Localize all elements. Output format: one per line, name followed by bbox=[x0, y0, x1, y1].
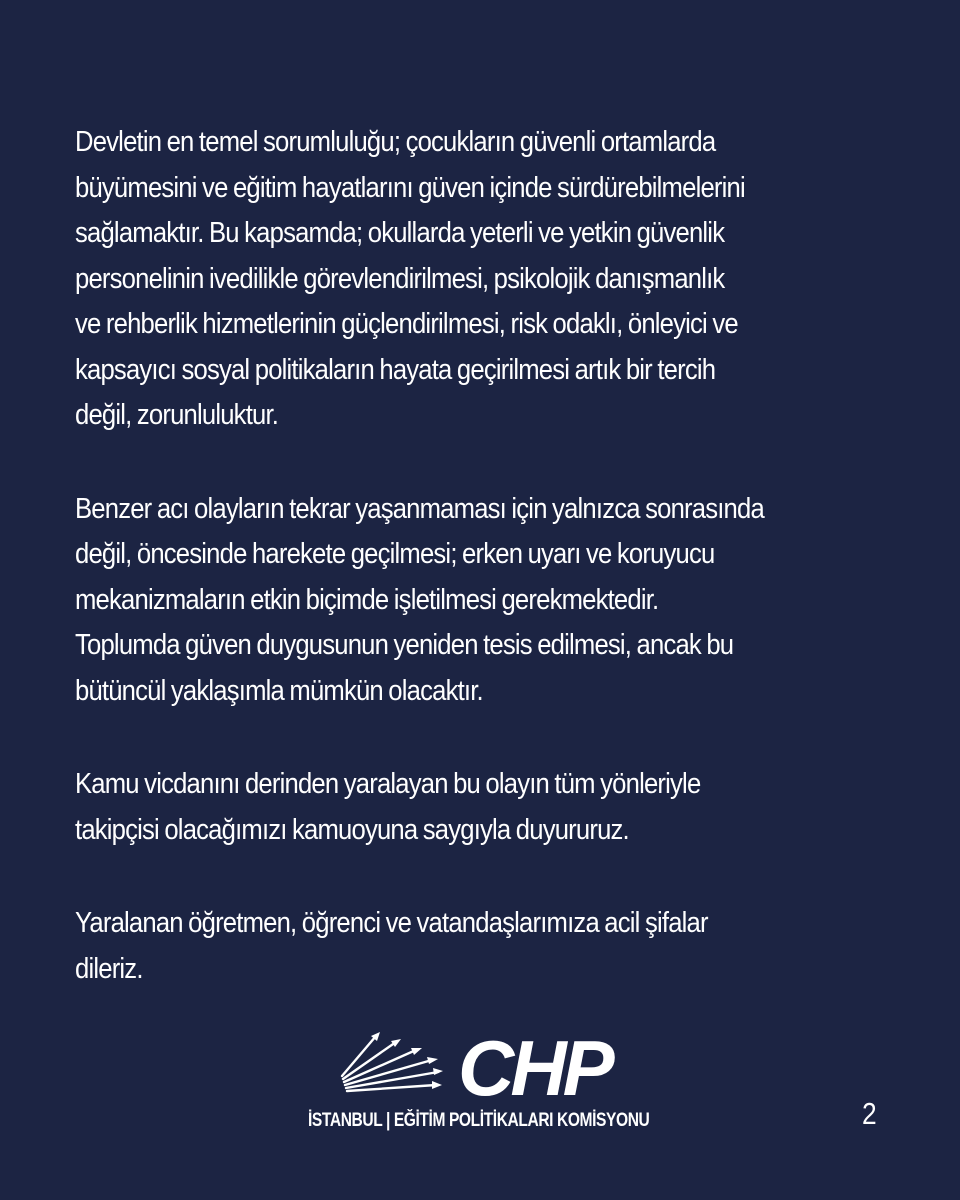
paragraph-4 bbox=[75, 901, 795, 992]
paragraph-2 bbox=[75, 487, 795, 715]
text-line: mekanizmaların etkin biçimde işletilmesi gerekmektedir. bbox=[75, 583, 659, 616]
paragraph-3 bbox=[75, 762, 795, 853]
text-line: Benzer acı olayların tekrar yaşanmaması için yalnızca sonrasında bbox=[75, 492, 764, 525]
page-number: 2 bbox=[862, 1096, 877, 1131]
chp-logo bbox=[308, 1024, 650, 1142]
text-line: büyümesini ve eğitim hayatlarını güven içinde sürdürebilmelerini bbox=[75, 171, 745, 204]
text-line: sağlamaktır. Bu kapsamda; okullarda yeterli ve yetkin güvenlik bbox=[75, 217, 725, 249]
text-line: Devletin en temel sorumluluğu; çocukların güvenli ortamlarda bbox=[75, 126, 716, 158]
chp-wordmark: CHP bbox=[458, 1024, 611, 1112]
text-line: personelinin ivedilikle görevlendirilmesi, psikolojik danışmanlık bbox=[75, 262, 725, 295]
six-arrows-emblem-icon bbox=[338, 1032, 443, 1094]
text-line: Toplumda güven duygusunun yeniden tesis edilmesi, ancak bu bbox=[75, 629, 734, 661]
text-line: kapsayıcı sosyal politikaların hayata geçirilmesi artık bir tercih bbox=[75, 353, 716, 386]
commission-tagline: İSTANBUL | EĞİTİM POLİTİKALARI KOMİSYONU bbox=[308, 1110, 650, 1131]
text-line: değil, öncesinde harekete geçilmesi; erken uyarı ve koruyucu bbox=[75, 538, 715, 570]
text-line: dileriz. bbox=[75, 952, 143, 985]
text-line: bütüncül yaklaşımla mümkün olacaktır. bbox=[75, 674, 483, 707]
statement-body bbox=[75, 120, 875, 1040]
text-line: değil, zorunluluktur. bbox=[75, 399, 279, 431]
text-line: takipçisi olacağımızı kamuoyuna saygıyla duyururuz. bbox=[75, 813, 629, 846]
text-line: ve rehberlik hizmetlerinin güçlendirilmesi, risk odaklı, önleyici ve bbox=[75, 308, 738, 340]
paragraph-1 bbox=[75, 120, 795, 439]
text-line: Yaralanan öğretmen, öğrenci ve vatandaşlarımıza acil şifalar bbox=[75, 907, 708, 939]
text-line: Kamu vicdanını derinden yaralayan bu olayın tüm yönleriyle bbox=[75, 768, 701, 800]
